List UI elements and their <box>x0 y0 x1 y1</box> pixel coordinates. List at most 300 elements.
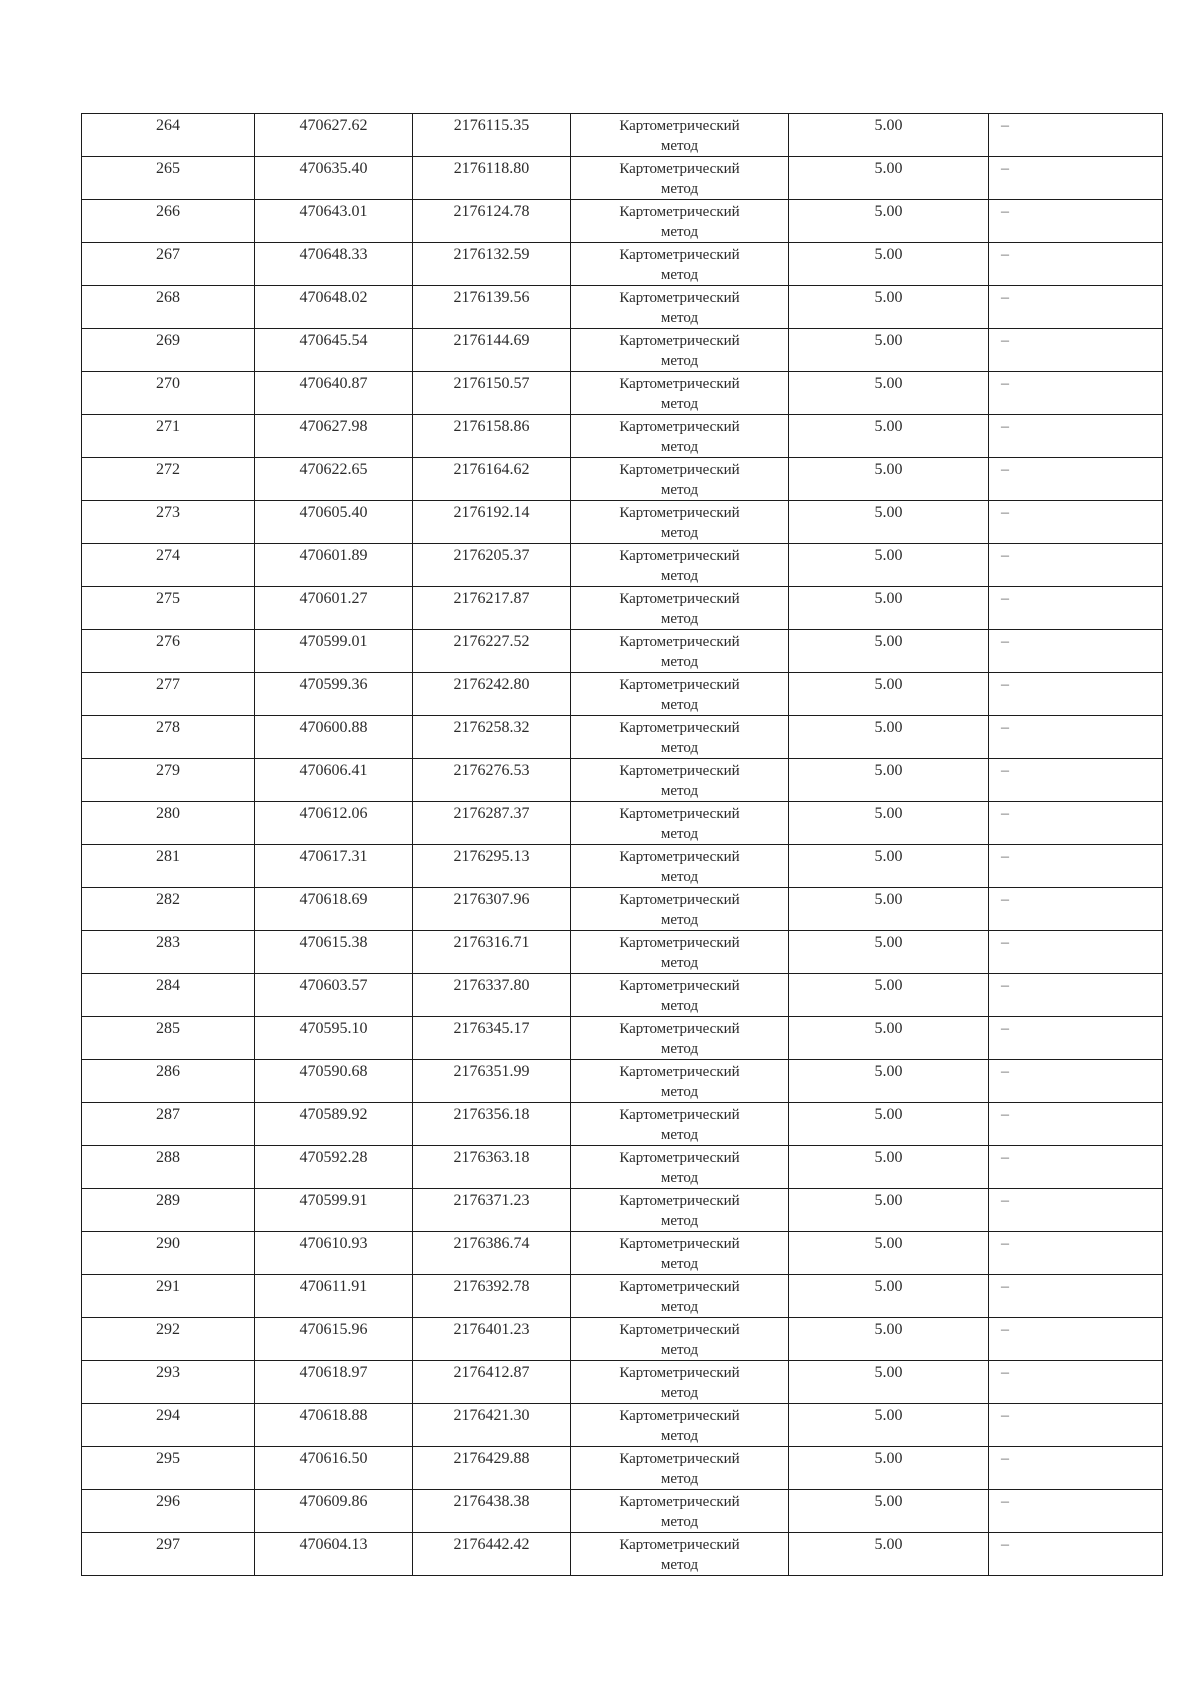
note-cell: – <box>989 458 1163 501</box>
note-cell: – <box>989 243 1163 286</box>
note-cell: – <box>989 931 1163 974</box>
accuracy-cell: 5.00 <box>789 716 989 759</box>
method-text-line2: метод <box>660 740 699 756</box>
method-text-line1: Картометрический <box>619 376 740 392</box>
y-coordinate-cell: 2176139.56 <box>413 286 571 329</box>
note-cell: – <box>989 673 1163 716</box>
method-cell <box>571 544 789 587</box>
method-text-line1: Картометрический <box>619 1064 740 1080</box>
method-text-line1: Картометрический <box>619 849 740 865</box>
table-row <box>82 372 1163 415</box>
method-text-line2: метод <box>660 826 699 842</box>
method-cell <box>571 372 789 415</box>
point-number-cell: 267 <box>82 243 255 286</box>
method-cell <box>571 415 789 458</box>
point-number-cell: 293 <box>82 1361 255 1404</box>
accuracy-cell: 5.00 <box>789 1318 989 1361</box>
x-coordinate-cell: 470595.10 <box>255 1017 413 1060</box>
note-cell: – <box>989 1275 1163 1318</box>
point-number-cell: 281 <box>82 845 255 888</box>
point-number-cell: 282 <box>82 888 255 931</box>
method-text-line1: Картометрический <box>619 763 740 779</box>
coordinates-table <box>81 113 1163 1576</box>
x-coordinate-cell: 470599.91 <box>255 1189 413 1232</box>
method-text-line1: Картометрический <box>619 1236 740 1252</box>
x-coordinate-cell: 470599.36 <box>255 673 413 716</box>
method-text-line2: метод <box>660 224 699 240</box>
point-number-cell: 288 <box>82 1146 255 1189</box>
note-cell: – <box>989 415 1163 458</box>
method-cell <box>571 1490 789 1533</box>
note-cell: – <box>989 501 1163 544</box>
x-coordinate-cell: 470599.01 <box>255 630 413 673</box>
accuracy-cell: 5.00 <box>789 1232 989 1275</box>
y-coordinate-cell: 2176438.38 <box>413 1490 571 1533</box>
table-row <box>82 931 1163 974</box>
method-text-line1: Картометрический <box>619 1408 740 1424</box>
x-coordinate-cell: 470635.40 <box>255 157 413 200</box>
method-text-line2: метод <box>660 697 699 713</box>
note-cell: – <box>989 759 1163 802</box>
table-row <box>82 759 1163 802</box>
method-text-line1: Картометрический <box>619 634 740 650</box>
table-row <box>82 1232 1163 1275</box>
note-cell: – <box>989 1189 1163 1232</box>
table-row <box>82 1318 1163 1361</box>
y-coordinate-cell: 2176337.80 <box>413 974 571 1017</box>
method-cell <box>571 1017 789 1060</box>
note-cell: – <box>989 888 1163 931</box>
method-cell <box>571 200 789 243</box>
table-row <box>82 845 1163 888</box>
accuracy-cell: 5.00 <box>789 759 989 802</box>
y-coordinate-cell: 2176287.37 <box>413 802 571 845</box>
note-cell: – <box>989 372 1163 415</box>
table-row <box>82 286 1163 329</box>
method-cell <box>571 716 789 759</box>
note-cell: – <box>989 1361 1163 1404</box>
point-number-cell: 287 <box>82 1103 255 1146</box>
table-row <box>82 1533 1163 1576</box>
accuracy-cell: 5.00 <box>789 1103 989 1146</box>
method-text-line1: Картометрический <box>619 591 740 607</box>
method-text-line1: Картометрический <box>619 118 740 134</box>
method-text-line1: Картометрический <box>619 978 740 994</box>
note-cell: – <box>989 157 1163 200</box>
note-cell: – <box>989 544 1163 587</box>
method-cell <box>571 1060 789 1103</box>
accuracy-cell: 5.00 <box>789 501 989 544</box>
method-text-line2: метод <box>660 955 699 971</box>
method-text-line2: метод <box>660 482 699 498</box>
table-row <box>82 415 1163 458</box>
x-coordinate-cell: 470601.89 <box>255 544 413 587</box>
method-text-line1: Картометрический <box>619 1365 740 1381</box>
y-coordinate-cell: 2176421.30 <box>413 1404 571 1447</box>
table-row <box>82 1361 1163 1404</box>
method-text-line2: метод <box>660 1041 699 1057</box>
method-cell <box>571 157 789 200</box>
y-coordinate-cell: 2176356.18 <box>413 1103 571 1146</box>
method-text-line1: Картометрический <box>619 1193 740 1209</box>
y-coordinate-cell: 2176442.42 <box>413 1533 571 1576</box>
y-coordinate-cell: 2176276.53 <box>413 759 571 802</box>
x-coordinate-cell: 470589.92 <box>255 1103 413 1146</box>
method-text-line1: Картометрический <box>619 333 740 349</box>
method-text-line1: Картометрический <box>619 1451 740 1467</box>
method-cell <box>571 802 789 845</box>
accuracy-cell: 5.00 <box>789 1533 989 1576</box>
x-coordinate-cell: 470610.93 <box>255 1232 413 1275</box>
point-number-cell: 292 <box>82 1318 255 1361</box>
table-row <box>82 1490 1163 1533</box>
table-row <box>82 1103 1163 1146</box>
y-coordinate-cell: 2176258.32 <box>413 716 571 759</box>
y-coordinate-cell: 2176401.23 <box>413 1318 571 1361</box>
point-number-cell: 275 <box>82 587 255 630</box>
y-coordinate-cell: 2176429.88 <box>413 1447 571 1490</box>
x-coordinate-cell: 470603.57 <box>255 974 413 1017</box>
y-coordinate-cell: 2176217.87 <box>413 587 571 630</box>
method-cell <box>571 845 789 888</box>
method-text-line2: метод <box>660 1342 699 1358</box>
method-text-line1: Картометрический <box>619 419 740 435</box>
y-coordinate-cell: 2176412.87 <box>413 1361 571 1404</box>
x-coordinate-cell: 470606.41 <box>255 759 413 802</box>
accuracy-cell: 5.00 <box>789 1146 989 1189</box>
point-number-cell: 285 <box>82 1017 255 1060</box>
point-number-cell: 277 <box>82 673 255 716</box>
method-text-line2: метод <box>660 138 699 154</box>
x-coordinate-cell: 470616.50 <box>255 1447 413 1490</box>
y-coordinate-cell: 2176150.57 <box>413 372 571 415</box>
method-cell <box>571 759 789 802</box>
note-cell: – <box>989 716 1163 759</box>
method-text-line2: метод <box>660 1170 699 1186</box>
point-number-cell: 294 <box>82 1404 255 1447</box>
y-coordinate-cell: 2176371.23 <box>413 1189 571 1232</box>
method-cell <box>571 1447 789 1490</box>
x-coordinate-cell: 470592.28 <box>255 1146 413 1189</box>
method-text-line2: метод <box>660 1256 699 1272</box>
point-number-cell: 272 <box>82 458 255 501</box>
method-text-line2: метод <box>660 869 699 885</box>
method-cell <box>571 888 789 931</box>
method-text-line2: метод <box>660 998 699 1014</box>
note-cell: – <box>989 1490 1163 1533</box>
method-text-line2: метод <box>660 1385 699 1401</box>
accuracy-cell: 5.00 <box>789 114 989 157</box>
method-text-line2: метод <box>660 568 699 584</box>
method-text-line1: Картометрический <box>619 892 740 908</box>
x-coordinate-cell: 470612.06 <box>255 802 413 845</box>
method-text-line2: метод <box>660 1084 699 1100</box>
accuracy-cell: 5.00 <box>789 200 989 243</box>
y-coordinate-cell: 2176345.17 <box>413 1017 571 1060</box>
y-coordinate-cell: 2176392.78 <box>413 1275 571 1318</box>
y-coordinate-cell: 2176363.18 <box>413 1146 571 1189</box>
note-cell: – <box>989 1103 1163 1146</box>
method-cell <box>571 630 789 673</box>
method-text-line1: Картометрический <box>619 247 740 263</box>
note-cell: – <box>989 114 1163 157</box>
point-number-cell: 274 <box>82 544 255 587</box>
method-text-line2: метод <box>660 1213 699 1229</box>
point-number-cell: 289 <box>82 1189 255 1232</box>
accuracy-cell: 5.00 <box>789 372 989 415</box>
table-row <box>82 1189 1163 1232</box>
point-number-cell: 284 <box>82 974 255 1017</box>
x-coordinate-cell: 470611.91 <box>255 1275 413 1318</box>
table-body <box>82 114 1163 1576</box>
method-cell <box>571 1232 789 1275</box>
method-cell <box>571 243 789 286</box>
method-text-line1: Картометрический <box>619 677 740 693</box>
accuracy-cell: 5.00 <box>789 1447 989 1490</box>
method-text-line1: Картометрический <box>619 1322 740 1338</box>
y-coordinate-cell: 2176164.62 <box>413 458 571 501</box>
point-number-cell: 266 <box>82 200 255 243</box>
table-row <box>82 501 1163 544</box>
method-cell <box>571 931 789 974</box>
accuracy-cell: 5.00 <box>789 1189 989 1232</box>
method-cell <box>571 501 789 544</box>
note-cell: – <box>989 329 1163 372</box>
accuracy-cell: 5.00 <box>789 888 989 931</box>
table-row <box>82 1447 1163 1490</box>
method-text-line2: метод <box>660 1428 699 1444</box>
table-row <box>82 630 1163 673</box>
y-coordinate-cell: 2176351.99 <box>413 1060 571 1103</box>
y-coordinate-cell: 2176118.80 <box>413 157 571 200</box>
method-text-line2: метод <box>660 654 699 670</box>
method-text-line2: метод <box>660 783 699 799</box>
method-text-line1: Картометрический <box>619 806 740 822</box>
method-text-line2: метод <box>660 1471 699 1487</box>
method-text-line1: Картометрический <box>619 935 740 951</box>
accuracy-cell: 5.00 <box>789 673 989 716</box>
method-text-line1: Картометрический <box>619 505 740 521</box>
method-cell <box>571 329 789 372</box>
y-coordinate-cell: 2176115.35 <box>413 114 571 157</box>
method-text-line2: метод <box>660 1299 699 1315</box>
method-cell <box>571 673 789 716</box>
note-cell: – <box>989 1146 1163 1189</box>
method-cell <box>571 458 789 501</box>
x-coordinate-cell: 470627.98 <box>255 415 413 458</box>
point-number-cell: 296 <box>82 1490 255 1533</box>
point-number-cell: 279 <box>82 759 255 802</box>
table-row <box>82 544 1163 587</box>
x-coordinate-cell: 470645.54 <box>255 329 413 372</box>
table-row <box>82 458 1163 501</box>
table-row <box>82 200 1163 243</box>
method-cell <box>571 1146 789 1189</box>
accuracy-cell: 5.00 <box>789 974 989 1017</box>
method-text-line2: метод <box>660 396 699 412</box>
y-coordinate-cell: 2176227.52 <box>413 630 571 673</box>
accuracy-cell: 5.00 <box>789 1017 989 1060</box>
method-text-line2: метод <box>660 611 699 627</box>
point-number-cell: 283 <box>82 931 255 974</box>
method-text-line2: метод <box>660 912 699 928</box>
accuracy-cell: 5.00 <box>789 1361 989 1404</box>
method-text-line1: Картометрический <box>619 720 740 736</box>
table-row <box>82 673 1163 716</box>
method-text-line1: Картометрический <box>619 1150 740 1166</box>
method-text-line1: Картометрический <box>619 1279 740 1295</box>
accuracy-cell: 5.00 <box>789 630 989 673</box>
x-coordinate-cell: 470618.69 <box>255 888 413 931</box>
method-cell <box>571 1189 789 1232</box>
x-coordinate-cell: 470615.38 <box>255 931 413 974</box>
point-number-cell: 268 <box>82 286 255 329</box>
note-cell: – <box>989 974 1163 1017</box>
accuracy-cell: 5.00 <box>789 587 989 630</box>
accuracy-cell: 5.00 <box>789 1060 989 1103</box>
point-number-cell: 278 <box>82 716 255 759</box>
table-row <box>82 243 1163 286</box>
point-number-cell: 297 <box>82 1533 255 1576</box>
method-text-line1: Картометрический <box>619 1107 740 1123</box>
method-cell <box>571 114 789 157</box>
table-row <box>82 157 1163 200</box>
table-row <box>82 1275 1163 1318</box>
table-row <box>82 114 1163 157</box>
table-row <box>82 1146 1163 1189</box>
accuracy-cell: 5.00 <box>789 1490 989 1533</box>
table-row <box>82 1404 1163 1447</box>
method-text-line2: метод <box>660 267 699 283</box>
accuracy-cell: 5.00 <box>789 845 989 888</box>
x-coordinate-cell: 470640.87 <box>255 372 413 415</box>
accuracy-cell: 5.00 <box>789 1404 989 1447</box>
note-cell: – <box>989 630 1163 673</box>
note-cell: – <box>989 286 1163 329</box>
accuracy-cell: 5.00 <box>789 1275 989 1318</box>
x-coordinate-cell: 470601.27 <box>255 587 413 630</box>
y-coordinate-cell: 2176192.14 <box>413 501 571 544</box>
note-cell: – <box>989 1017 1163 1060</box>
point-number-cell: 270 <box>82 372 255 415</box>
note-cell: – <box>989 1447 1163 1490</box>
accuracy-cell: 5.00 <box>789 243 989 286</box>
y-coordinate-cell: 2176158.86 <box>413 415 571 458</box>
accuracy-cell: 5.00 <box>789 931 989 974</box>
x-coordinate-cell: 470648.33 <box>255 243 413 286</box>
accuracy-cell: 5.00 <box>789 544 989 587</box>
note-cell: – <box>989 802 1163 845</box>
x-coordinate-cell: 470643.01 <box>255 200 413 243</box>
x-coordinate-cell: 470648.02 <box>255 286 413 329</box>
x-coordinate-cell: 470622.65 <box>255 458 413 501</box>
x-coordinate-cell: 470605.40 <box>255 501 413 544</box>
point-number-cell: 290 <box>82 1232 255 1275</box>
table-row <box>82 716 1163 759</box>
method-text-line2: метод <box>660 1514 699 1530</box>
note-cell: – <box>989 1318 1163 1361</box>
method-cell <box>571 1275 789 1318</box>
method-text-line1: Картометрический <box>619 290 740 306</box>
method-text-line1: Картометрический <box>619 204 740 220</box>
method-text-line2: метод <box>660 353 699 369</box>
x-coordinate-cell: 470604.13 <box>255 1533 413 1576</box>
x-coordinate-cell: 470600.88 <box>255 716 413 759</box>
note-cell: – <box>989 1232 1163 1275</box>
method-text-line1: Картометрический <box>619 548 740 564</box>
x-coordinate-cell: 470618.88 <box>255 1404 413 1447</box>
table-row <box>82 974 1163 1017</box>
method-text-line2: метод <box>660 1557 699 1573</box>
method-cell <box>571 1361 789 1404</box>
point-number-cell: 269 <box>82 329 255 372</box>
note-cell: – <box>989 845 1163 888</box>
method-text-line2: метод <box>660 439 699 455</box>
method-text-line2: метод <box>660 1127 699 1143</box>
method-cell <box>571 286 789 329</box>
accuracy-cell: 5.00 <box>789 157 989 200</box>
point-number-cell: 265 <box>82 157 255 200</box>
method-cell <box>571 974 789 1017</box>
method-cell <box>571 1103 789 1146</box>
y-coordinate-cell: 2176295.13 <box>413 845 571 888</box>
note-cell: – <box>989 587 1163 630</box>
accuracy-cell: 5.00 <box>789 458 989 501</box>
method-text-line2: метод <box>660 181 699 197</box>
table-row <box>82 802 1163 845</box>
point-number-cell: 264 <box>82 114 255 157</box>
y-coordinate-cell: 2176307.96 <box>413 888 571 931</box>
method-text-line1: Картометрический <box>619 1537 740 1553</box>
x-coordinate-cell: 470615.96 <box>255 1318 413 1361</box>
accuracy-cell: 5.00 <box>789 329 989 372</box>
note-cell: – <box>989 200 1163 243</box>
accuracy-cell: 5.00 <box>789 415 989 458</box>
method-text-line1: Картометрический <box>619 1021 740 1037</box>
point-number-cell: 291 <box>82 1275 255 1318</box>
accuracy-cell: 5.00 <box>789 286 989 329</box>
x-coordinate-cell: 470590.68 <box>255 1060 413 1103</box>
y-coordinate-cell: 2176386.74 <box>413 1232 571 1275</box>
point-number-cell: 276 <box>82 630 255 673</box>
y-coordinate-cell: 2176242.80 <box>413 673 571 716</box>
y-coordinate-cell: 2176316.71 <box>413 931 571 974</box>
x-coordinate-cell: 470609.86 <box>255 1490 413 1533</box>
note-cell: – <box>989 1404 1163 1447</box>
point-number-cell: 286 <box>82 1060 255 1103</box>
x-coordinate-cell: 470618.97 <box>255 1361 413 1404</box>
y-coordinate-cell: 2176132.59 <box>413 243 571 286</box>
accuracy-cell: 5.00 <box>789 802 989 845</box>
method-text-line1: Картометрический <box>619 161 740 177</box>
method-text-line2: метод <box>660 525 699 541</box>
table-row <box>82 888 1163 931</box>
note-cell: – <box>989 1533 1163 1576</box>
method-text-line1: Картометрический <box>619 1494 740 1510</box>
point-number-cell: 273 <box>82 501 255 544</box>
method-cell <box>571 587 789 630</box>
table-row <box>82 587 1163 630</box>
point-number-cell: 280 <box>82 802 255 845</box>
y-coordinate-cell: 2176144.69 <box>413 329 571 372</box>
y-coordinate-cell: 2176205.37 <box>413 544 571 587</box>
table-row <box>82 1060 1163 1103</box>
method-cell <box>571 1318 789 1361</box>
table-row <box>82 329 1163 372</box>
method-text-line1: Картометрический <box>619 462 740 478</box>
point-number-cell: 271 <box>82 415 255 458</box>
method-cell <box>571 1533 789 1576</box>
